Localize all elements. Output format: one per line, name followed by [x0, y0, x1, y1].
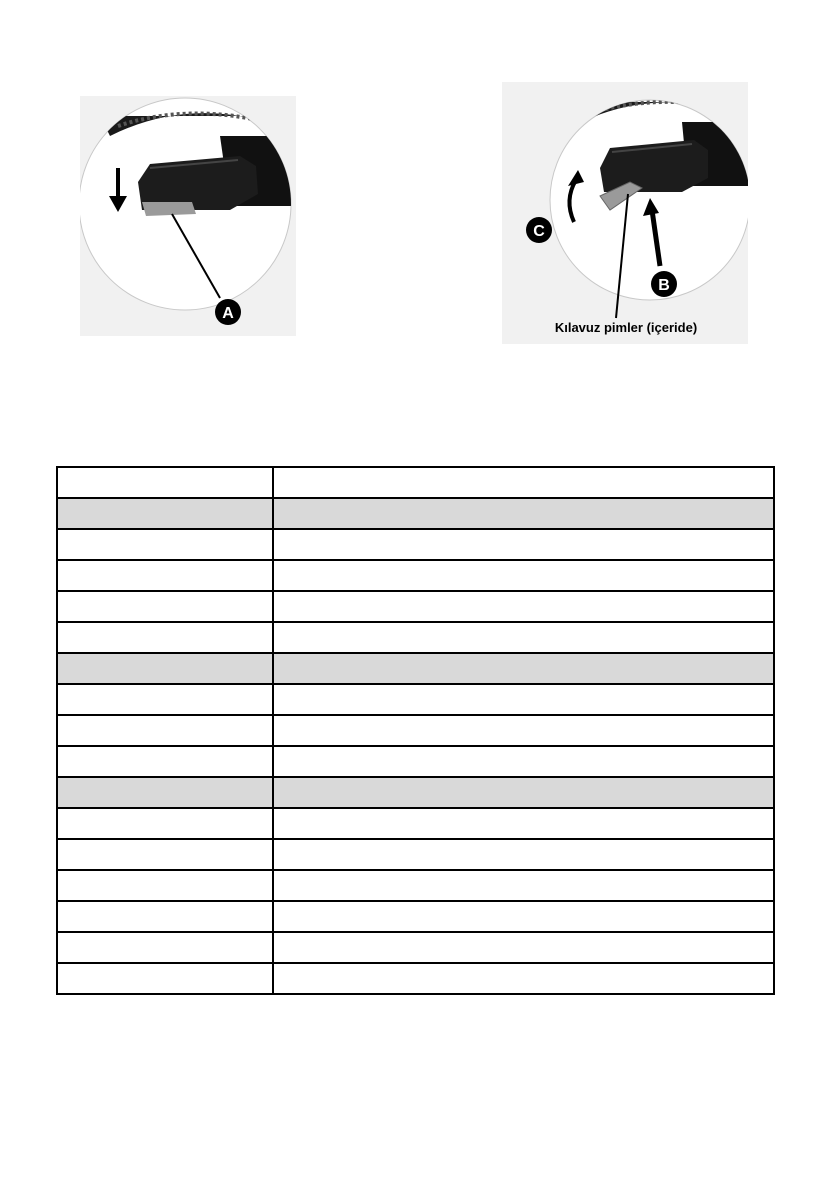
table-row: [57, 684, 774, 715]
stylus-install-figure: [502, 82, 748, 344]
table-cell-label: [57, 932, 273, 963]
table-cell-value: [273, 529, 774, 560]
table-cell-label: [57, 715, 273, 746]
table-cell-label: [57, 622, 273, 653]
spec-table: [56, 466, 775, 995]
table-cell-value: [273, 498, 774, 529]
label-b: B: [658, 277, 670, 294]
spec-table-body: [57, 467, 774, 994]
table-cell-value: [273, 653, 774, 684]
table-cell-label: [57, 684, 273, 715]
table-cell-label: [57, 467, 273, 498]
table-row: [57, 498, 774, 529]
table-cell-label: [57, 808, 273, 839]
table-row: [57, 467, 774, 498]
table-cell-value: [273, 560, 774, 591]
table-cell-label: [57, 777, 273, 808]
table-cell-label: [57, 839, 273, 870]
table-row: [57, 622, 774, 653]
label-a: A: [222, 305, 234, 322]
table-row: [57, 715, 774, 746]
table-cell-label: [57, 653, 273, 684]
table-cell-value: [273, 932, 774, 963]
table-cell-value: [273, 870, 774, 901]
table-row: [57, 839, 774, 870]
table-cell-label: [57, 746, 273, 777]
table-cell-value: [273, 622, 774, 653]
table-cell-value: [273, 684, 774, 715]
table-row: [57, 746, 774, 777]
table-row: [57, 963, 774, 994]
table-cell-value: [273, 746, 774, 777]
table-row: [57, 932, 774, 963]
stylus-install-illustration: [502, 82, 748, 344]
table-row: [57, 870, 774, 901]
table-cell-label: [57, 560, 273, 591]
table-cell-label: [57, 963, 273, 994]
stylus: [142, 202, 196, 216]
table-row: [57, 901, 774, 932]
table-cell-value: [273, 777, 774, 808]
table-cell-label: [57, 529, 273, 560]
table-row: [57, 529, 774, 560]
label-c: C: [533, 223, 545, 240]
table-cell-label: [57, 870, 273, 901]
table-row: [57, 560, 774, 591]
table-row: [57, 808, 774, 839]
table-row: [57, 777, 774, 808]
table-cell-label: [57, 498, 273, 529]
table-row: [57, 653, 774, 684]
table-cell-value: [273, 839, 774, 870]
table-cell-label: [57, 901, 273, 932]
table-row: [57, 591, 774, 622]
table-cell-value: [273, 963, 774, 994]
stylus-removal-illustration: [80, 96, 296, 336]
table-cell-value: [273, 467, 774, 498]
table-cell-label: [57, 591, 273, 622]
table-cell-value: [273, 715, 774, 746]
stylus-removal-figure: [80, 96, 296, 336]
guide-pins-caption: Kılavuz pimler (içeride): [554, 320, 698, 335]
table-cell-value: [273, 591, 774, 622]
table-cell-value: [273, 808, 774, 839]
table-cell-value: [273, 901, 774, 932]
